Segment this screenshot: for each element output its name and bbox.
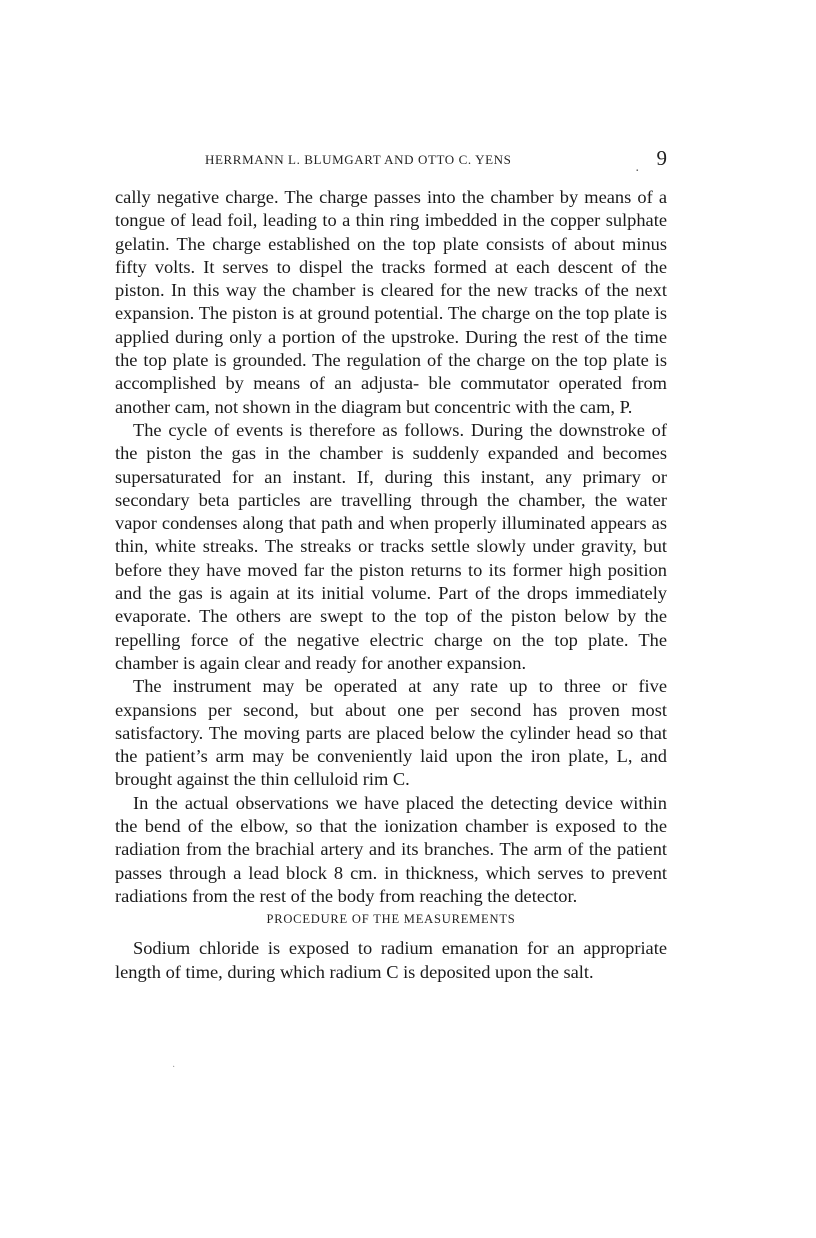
stray-mark: · [172,1062,176,1073]
paragraph-4: In the actual observations we have placed the detecting device within the bend of the elbow, so that the ionization chamber is exposed to the radiation from the brachial artery and its branches. The arm of the patient passes through a lead block 8 cm. in thickness, which serves to prevent radiations from the rest of the body from reaching the detector. [115,792,667,906]
paragraph-2: The cycle of events is therefore as follows. During the downstroke of the piston the gas in the chamber is suddenly expanded and becomes supersaturated for an instant. If, during this instant, any primary or secondary beta particles are travelling through the chamber, the water vapor condenses along that path and when properly illuminated appears as thin, white streaks. The streaks or tracks settle slowly under gravity, but before they have moved far the piston returns to its former high position and the gas is again at its initial volume. Part of the drops immediately evaporate. The others are swept to the top of the piston below by the repelling force of the negative electric charge on the top plate. The chamber is again clear and ready for another expansion. [115,419,667,673]
header-dot: . [635,160,639,175]
page [115,146,667,984]
page-number: 9 [656,146,667,170]
section-heading: PROCEDURE OF THE MEASUREMENTS [266,912,516,927]
running-title: HERRMANN L. BLUMGART AND OTTO C. YENS [205,152,512,167]
paragraph-3: The instrument may be operated at any rate up to three or five expansions per second, but about one per second has proven most satisfactory. The moving parts are placed below the cylinder head so that the patient’s arm may be conveniently laid upon the iron plate, L, and brought against the thin celluloid rim C. [115,676,667,790]
running-header [115,146,667,175]
paragraph-1: cally negative charge. The charge passes into the chamber by means of a tongue of lead foil, leading to a thin ring imbedded in the copper sulphate gelatin. The charge established on the top plate consists of about minus fifty volts. It serves to dispel the tracks formed at each descent of the piston. In this way the chamber is cleared for the new tracks of the next expansion. The piston is at ground potential. The charge on the top plate is applied during only a portion of the upstroke. During the rest of the time the top plate is grounded. The regulation of the charge on the top plate is accomplished by means of an adjusta- ble commutator operated from another cam, not shown in the diagram but concentric with the cam, P. [115,187,667,417]
closing-paragraph: Sodium chloride is exposed to radium emanation for an appropriate length of time, during which radium C is deposited upon the salt. [115,938,667,982]
